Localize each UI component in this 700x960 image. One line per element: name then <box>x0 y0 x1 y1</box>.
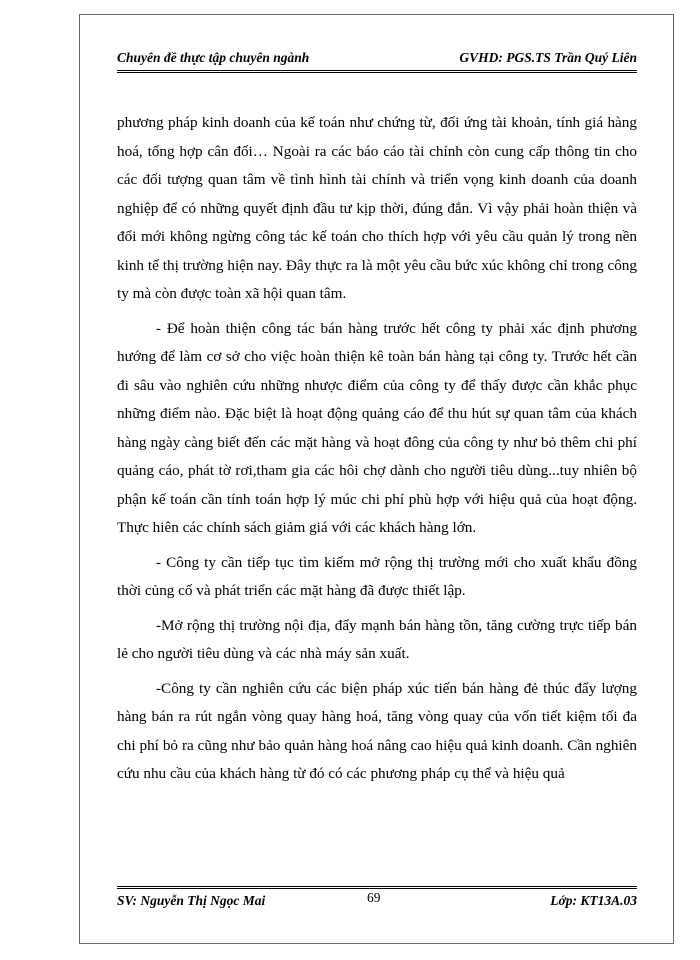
footer-student-name: SV: Nguyễn Thị Ngọc Mai <box>117 893 266 908</box>
paragraph-continuation: phương pháp kinh doanh của kế toán như chứng từ, đối ứng tài khoản, tính giá hàng hoá, tổng hợp cân đối… Ngoài ra các báo cáo tài chính còn cung cấp thông tin cho các đối tượng quan tâm về tình hình tài chính và triển vọng kinh doanh của doanh nghiệp để có những quyết định đầu tư kịp thời, đúng đắn. Vì vậy phải hoàn thiện và đổi mới không ngừng công tác kế toán cho thích hợp với yêu cầu quản lý trong nền kinh tế thị trường hiện nay. Đây thực ra là một yêu cầu bức xúc không chỉ trong công ty mà còn được toàn xã hội quan tâm. <box>117 114 637 302</box>
header-divider <box>117 70 637 73</box>
paragraph-export-market: - Công ty cần tiếp tục tìm kiếm mở rộng thị trường mới cho xuất khẩu đồng thời củng cố và phát triển các mặt hàng đã được thiết lập. <box>117 553 637 599</box>
footer-divider <box>117 886 637 889</box>
paragraph-sales-promotion: -Công ty cần nghiên cứu các biện pháp xúc tiến bán hàng đẻ thúc đẩy lượng hàng bán ra rút ngắn vòng quay hàng hoá, tăng vòng quay của vốn tiết kiệm tối đa chi phí bỏ ra cũng như bảo quản hàng hoá nâng cao hiệu quả kinh doanh. Cần nghiên cứu nhu cầu của khách hàng từ đó có các phương pháp cụ thể và hiệu quả <box>117 679 637 782</box>
footer-class-code: Lớp: KT13A.03 <box>550 893 637 908</box>
paragraph-sales-improvement: - Để hoàn thiện công tác bán hàng trước hết công ty phải xác định phương hướng để làm cơ sở cho việc hoàn thiện kê toàn bán hàng tại công ty. Trước hết cần đi sâu vào nghiên cứu những nhược điểm của công ty để thấy được cần khắc phục những điểm nào. Đặc biệt là hoạt động quảng cáo để thu hút sự quan tâm của khách hàng ngày càng biết đến các mặt hàng và hoạt đông của công ty như bỏ thêm chi phí quảng cáo, phát tờ rơi,tham gia các hôi chợ dành cho người tiêu dùng...tuy nhiên bộ phận kế toán cần tính toán hợp lý múc chi phí phù hợp với hiệu quả của hoạt động. Thực hiên các chính sách giảm giá với các khách hàng lớn. <box>117 319 637 536</box>
paragraph-domestic-market: -Mở rộng thị trường nội địa, đẩy mạnh bán hàng tồn, tăng cường trực tiếp bán lẻ cho người tiêu dùng và các nhà máy sản xuất. <box>117 616 637 662</box>
page-footer <box>117 890 637 913</box>
header-course-title: Chuyên đề thực tập chuyên ngành <box>117 50 310 65</box>
header-supervisor: GVHD: PGS.TS Trần Quý Liên <box>459 50 637 65</box>
document-body <box>117 109 637 795</box>
page-number: 69 <box>367 890 381 905</box>
page-header <box>117 50 637 68</box>
